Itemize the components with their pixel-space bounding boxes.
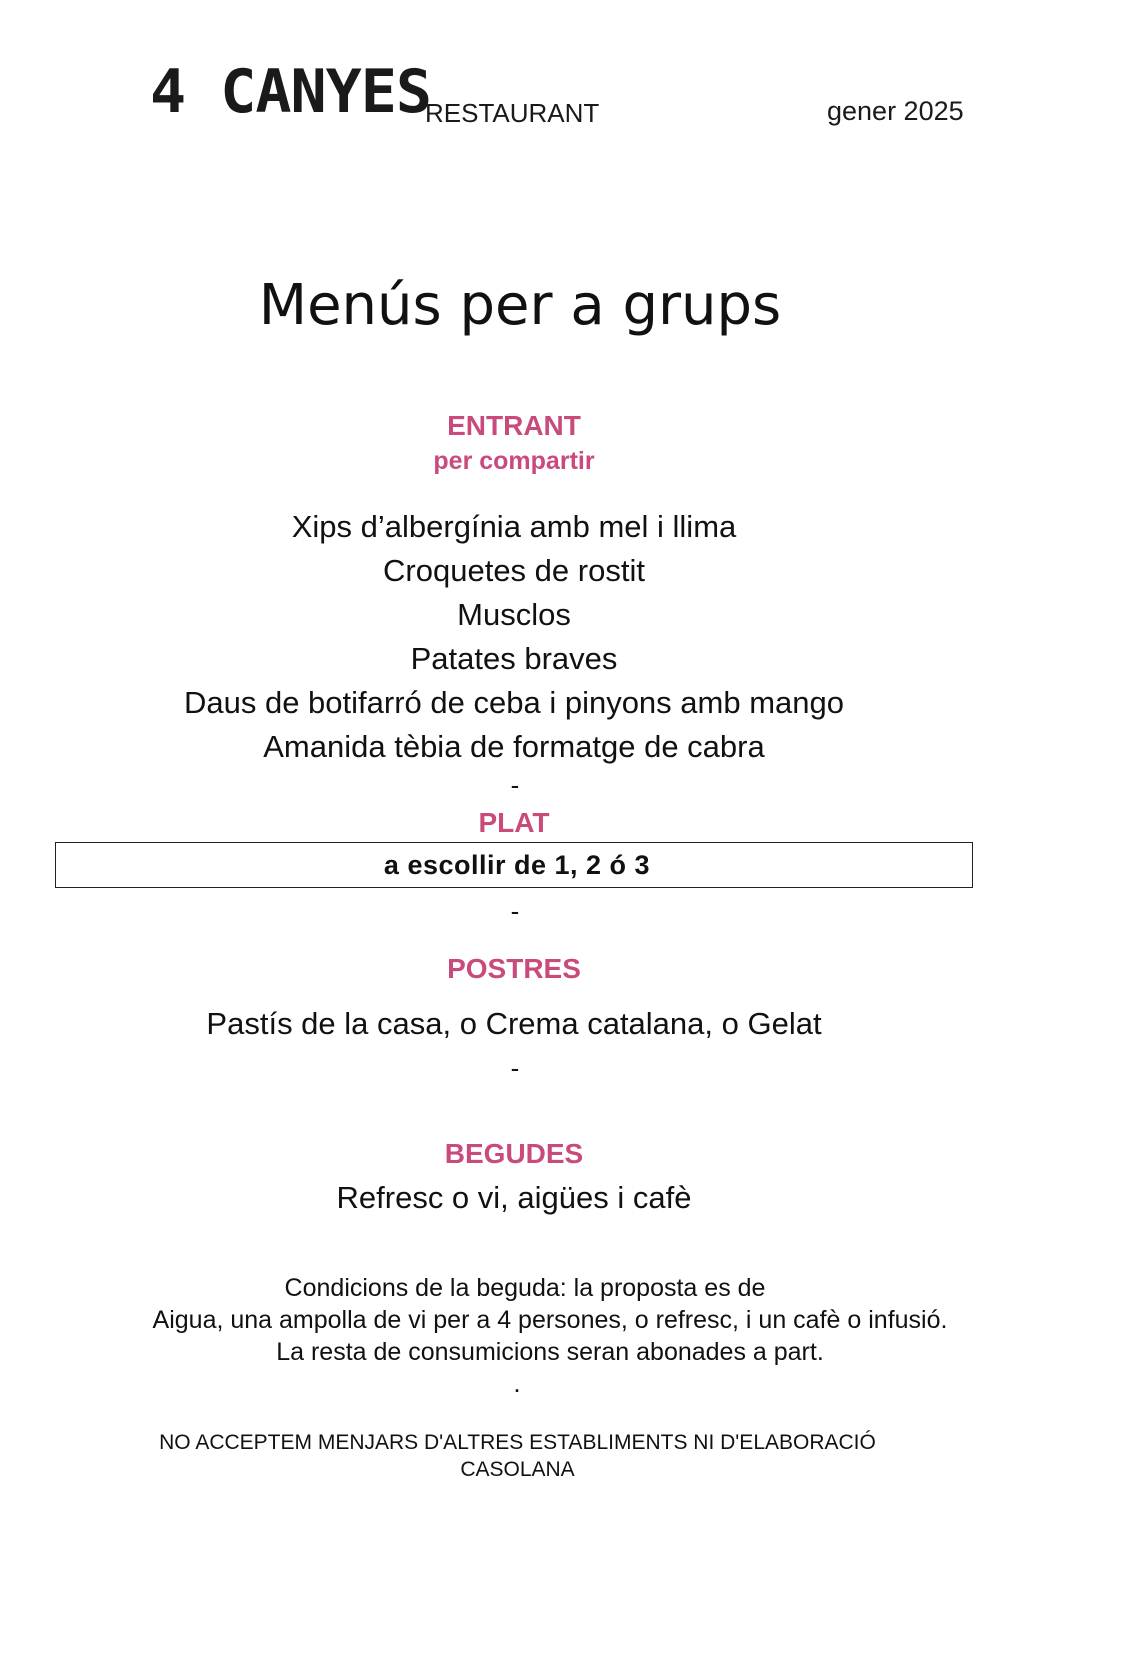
postres-heading: POSTRES bbox=[447, 953, 581, 984]
conditions-line: Aigua, una ampolla de vi per a 4 persones, o refresc, i un cafè o infusió. bbox=[152, 1306, 948, 1334]
restaurant-logo: 4 CANYES bbox=[150, 57, 431, 127]
entrant-item: Musclos bbox=[457, 597, 571, 632]
begudes-heading: BEGUDES bbox=[444, 1138, 584, 1169]
entrant-subheading: per compartir bbox=[433, 447, 595, 475]
separator-dash: - bbox=[510, 896, 520, 926]
separator-dot: . bbox=[513, 1368, 521, 1398]
entrant-item: Patates braves bbox=[410, 641, 618, 676]
conditions-line: Condicions de la beguda: la proposta es de bbox=[284, 1274, 766, 1302]
separator-dash: - bbox=[510, 1053, 520, 1083]
conditions-line: La resta de consumicions seran abonades a part. bbox=[276, 1338, 824, 1366]
begudes-items: Refresc o vi, aigües i cafè bbox=[336, 1180, 692, 1215]
entrant-heading: ENTRANT bbox=[447, 410, 581, 441]
plat-heading: PLAT bbox=[478, 807, 550, 838]
entrant-item: Daus de botifarró de ceba i pinyons amb mango bbox=[183, 685, 844, 720]
restaurant-label: RESTAURANT bbox=[425, 98, 600, 128]
plat-choice-box bbox=[55, 842, 973, 888]
notice-line: NO ACCEPTEM MENJARS D'ALTRES ESTABLIMENTS NI D'ELABORACIÓ bbox=[159, 1431, 876, 1454]
entrant-item: Xips d’albergínia amb mel i llima bbox=[291, 509, 737, 544]
page-title: Menús per a grups bbox=[258, 273, 782, 338]
menu-date: gener 2025 bbox=[827, 96, 964, 126]
plat-choice-text: a escollir de 1, 2 ó 3 bbox=[383, 849, 651, 880]
separator-dash: - bbox=[510, 770, 520, 800]
notice-line: CASOLANA bbox=[460, 1458, 575, 1481]
entrant-item: Amanida tèbia de formatge de cabra bbox=[263, 729, 765, 764]
postres-items: Pastís de la casa, o Crema catalana, o Gelat bbox=[206, 1006, 822, 1041]
entrant-item: Croquetes de rostit bbox=[383, 553, 645, 588]
